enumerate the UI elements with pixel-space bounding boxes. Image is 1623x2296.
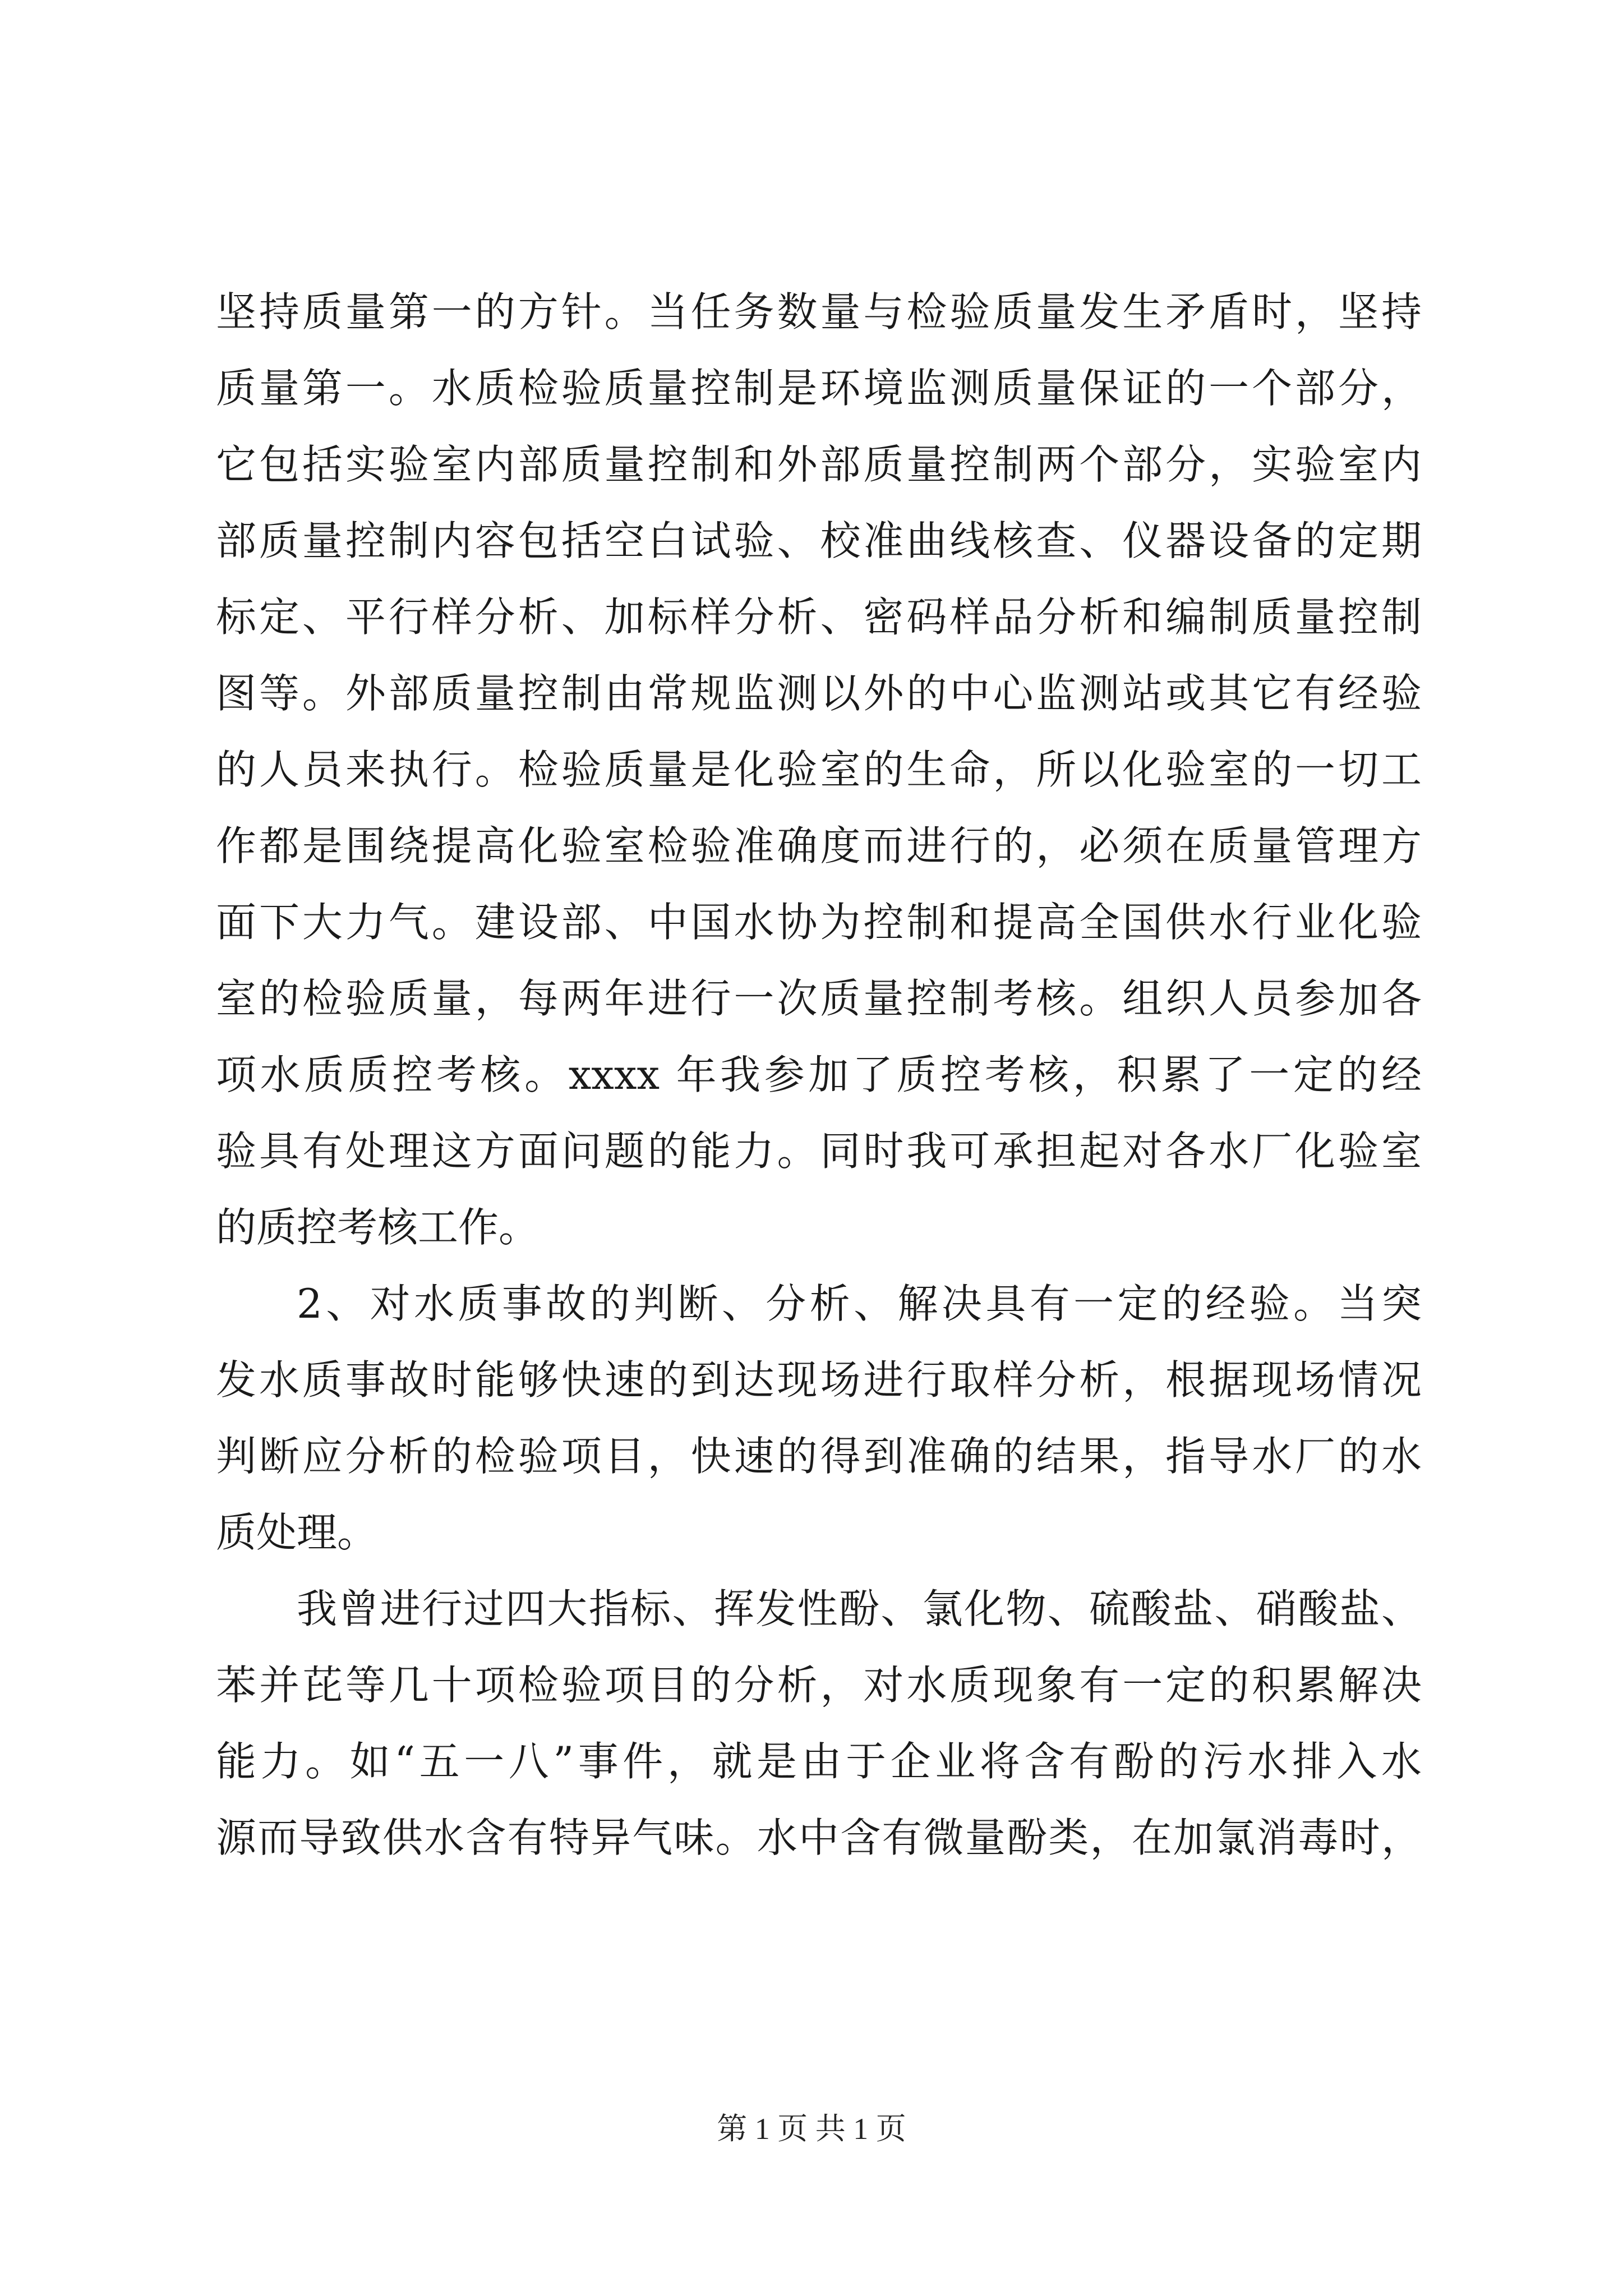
text-line: 2、对水质事故的判断、分析、解决具有一定的经验。当突 xyxy=(297,1280,1422,1327)
text-line: 项水质质控考核。xxxx 年我参加了质控考核，积累了一定的经 xyxy=(216,1051,1422,1098)
text-line: 质量第一。水质检验质量控制是环境监测质量保证的一个部分， xyxy=(216,365,1422,412)
text-line: 验具有处理这方面问题的能力。同时我可承担起对各水厂化验室 xyxy=(216,1128,1422,1175)
text-line: 图等。外部质量控制由常规监测以外的中心监测站或其它有经验 xyxy=(216,670,1422,717)
text-line: 能力。如“五一八”事件，就是由于企业将含有酚的污水排入水 xyxy=(216,1738,1422,1785)
text-line: 面下大力气。建设部、中国水协为控制和提高全国供水行业化验 xyxy=(216,899,1422,946)
text-line: 苯并芘等几十项检验项目的分析，对水质现象有一定的积累解决 xyxy=(216,1662,1422,1709)
text-line: 它包括实验室内部质量控制和外部质量控制两个部分，实验室内 xyxy=(216,441,1422,488)
text-line: 我曾进行过四大指标、挥发性酚、氯化物、硫酸盐、硝酸盐、 xyxy=(297,1585,1422,1632)
text-line: 发水质事故时能够快速的到达现场进行取样分析，根据现场情况 xyxy=(216,1356,1422,1404)
text-line: 判断应分析的检验项目，快速的得到准确的结果，指导水厂的水 xyxy=(216,1433,1422,1480)
text-line: 的质控考核工作。 xyxy=(216,1204,540,1251)
text-line: 作都是围绕提高化验室检验准确度而进行的，必须在质量管理方 xyxy=(216,822,1422,869)
text-line: 部质量控制内容包括空白试验、校准曲线核查、仪器设备的定期 xyxy=(216,517,1422,564)
text-line: 质处理。 xyxy=(216,1509,378,1556)
text-line: 坚持质量第一的方针。当任务数量与检验质量发生矛盾时，坚持 xyxy=(216,288,1422,335)
text-line: 源而导致供水含有特异气味。水中含有微量酚类，在加氯消毒时， xyxy=(216,1814,1422,1861)
document-body xyxy=(216,274,1422,1876)
text-line: 室的检验质量，每两年进行一次质量控制考核。组织人员参加各 xyxy=(216,975,1422,1022)
text-line: 标定、平行样分析、加标样分析、密码样品分析和编制质量控制 xyxy=(216,593,1422,641)
text-line: 的人员来执行。检验质量是化验室的生命，所以化验室的一切工 xyxy=(216,746,1422,793)
page-number-footer: 第 1 页 共 1 页 xyxy=(717,2112,906,2146)
